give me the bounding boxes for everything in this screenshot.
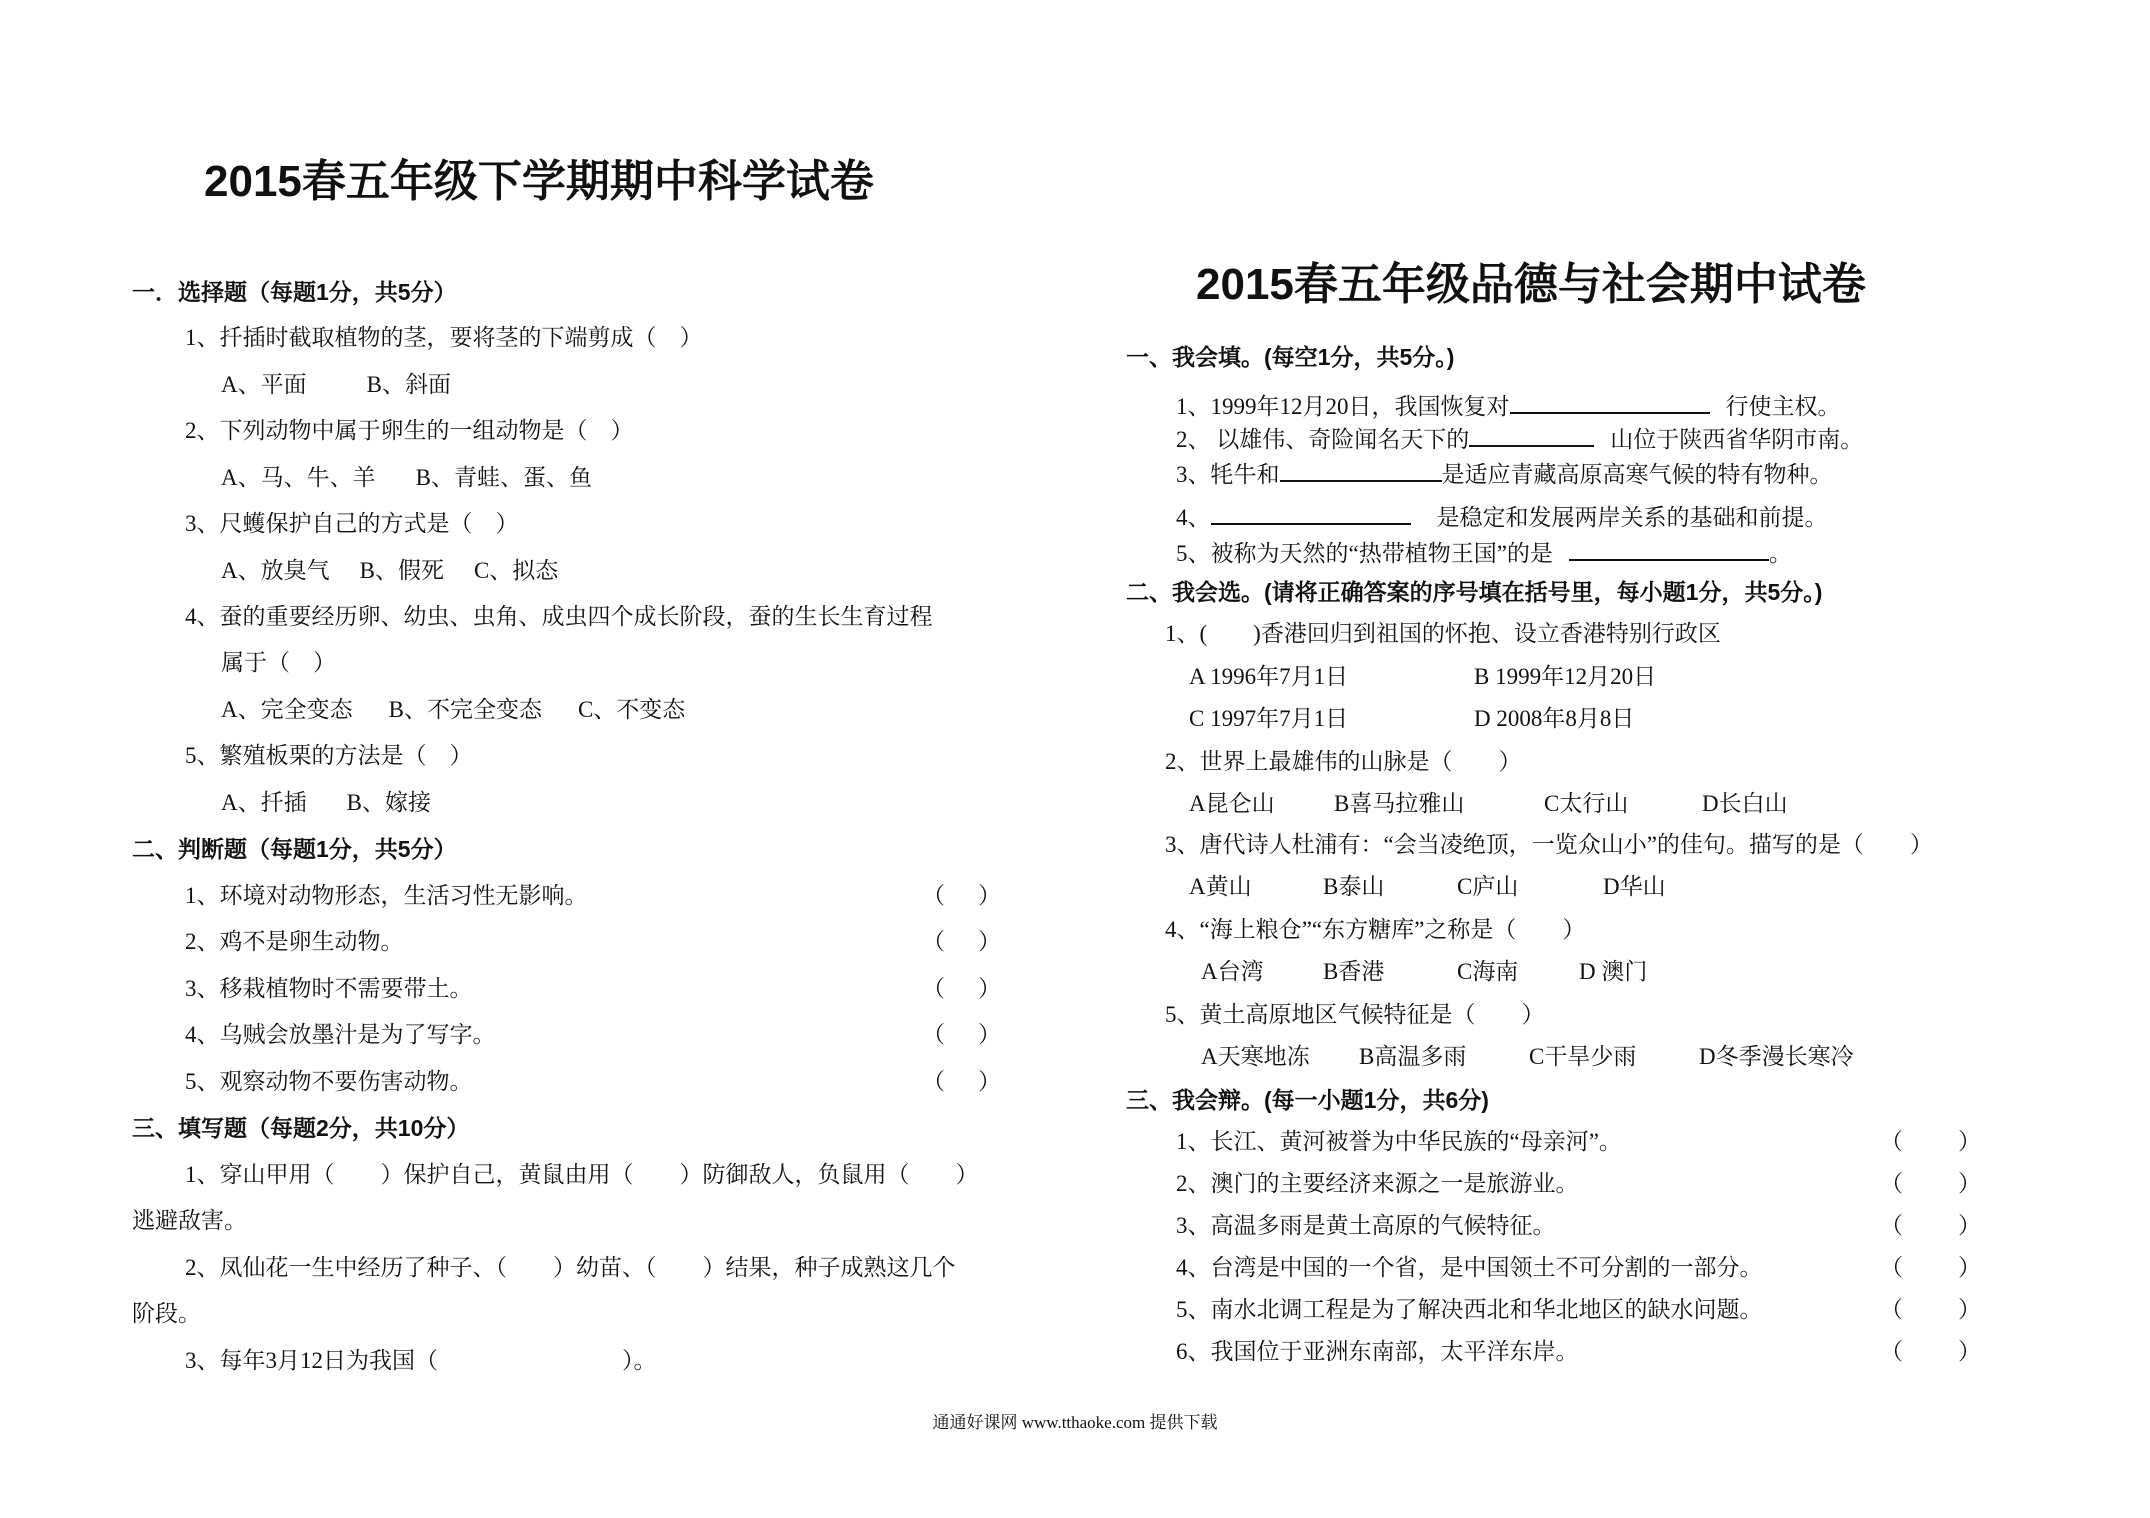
option: D长白山: [1702, 791, 1788, 816]
choice-q2: 2、世界上最雄伟的山脉是（ ）: [1165, 749, 1522, 774]
left-s1-q2: 2、下列动物中属于卵生的一组动物是（ ）: [185, 418, 634, 443]
judgement-item: 1、长江、黄河被誉为中华民族的“母亲河”。: [1176, 1129, 1622, 1154]
judgement-item: 5、南水北调工程是为了解决西北和华北地区的缺水问题。: [1176, 1297, 1763, 1322]
answer-blank[interactable]: [1510, 390, 1710, 414]
judgement-item: 4、台湾是中国的一个省，是中国领土不可分割的一部分。: [1176, 1255, 1763, 1280]
option: C 1997年7月1日: [1189, 706, 1349, 731]
answer-bracket-open: （: [1880, 1213, 1903, 1238]
option: C干旱少雨: [1529, 1044, 1637, 1069]
answer-bracket-close: ）: [1958, 1213, 1981, 1238]
text: 。: [1768, 541, 1792, 566]
judgement-item: 5、观察动物不要伤害动物。: [185, 1069, 473, 1094]
option: A台湾: [1201, 959, 1264, 984]
footer-credit: 通通好课网 www.tthaoke.com 提供下载: [932, 1413, 1218, 1432]
right-section2-heading: 二、我会选。(请将正确答案的序号填在括号里，每小题1分，共5分。): [1126, 579, 1823, 605]
fill-item-1: [1176, 390, 1841, 422]
left-s3-q3: 3、每年3月12日为我国（ ）。: [185, 1348, 657, 1373]
text: 4、: [1176, 505, 1211, 530]
answer-bracket-close: ）: [978, 1069, 1001, 1094]
option: B喜马拉雅山: [1334, 791, 1465, 816]
left-s1-q4-options: [221, 695, 725, 725]
text: 2、 以雄伟、奇险闻名天下的: [1176, 427, 1470, 452]
answer-bracket-open: （: [1880, 1129, 1903, 1154]
answer-bracket-open: （: [922, 1022, 945, 1047]
answer-blank[interactable]: [1211, 501, 1411, 525]
option: D 澳门: [1579, 959, 1648, 984]
option: B高温多雨: [1359, 1044, 1467, 1069]
choice-q1: 1、( )香港回归到祖国的怀抱、设立香港特别行政区: [1165, 621, 1721, 646]
fill-item-3: [1176, 458, 1833, 490]
answer-blank[interactable]: [1280, 458, 1442, 482]
answer-bracket-open: （: [922, 929, 945, 954]
answer-bracket-close: ）: [1958, 1129, 1981, 1154]
text: 1、1999年12月20日，我国恢复对: [1176, 394, 1510, 419]
option: B 1999年12月20日: [1474, 664, 1657, 689]
fill-item-4: [1176, 501, 1828, 533]
answer-blank[interactable]: [1569, 537, 1769, 561]
option: D华山: [1603, 874, 1666, 899]
text: 5、被称为天然的“热带植物王国”的是: [1176, 541, 1553, 566]
answer-bracket-close: ）: [978, 1022, 1001, 1047]
option: A天寒地冻: [1201, 1044, 1310, 1069]
left-s1-q4-cont: 属于（ ）: [221, 650, 336, 675]
judgement-item: 3、高温多雨是黄土高原的气候特征。: [1176, 1213, 1556, 1238]
judgement-item: 3、移栽植物时不需要带土。: [185, 976, 473, 1001]
text: 行使主权。: [1725, 394, 1841, 419]
right-section1-heading: 一、我会填。(每空1分，共5分。): [1126, 344, 1455, 370]
option: B香港: [1323, 959, 1385, 984]
option: A、放臭气: [221, 558, 330, 583]
judgement-item: 2、鸡不是卵生动物。: [185, 929, 404, 954]
left-s3-q2: 2、凤仙花一生中经历了种子、（ ）幼苗、（ ）结果，种子成熟这几个: [185, 1255, 956, 1280]
option: D 2008年8月8日: [1474, 706, 1635, 731]
answer-bracket-open: （: [922, 976, 945, 1001]
option: A黄山: [1189, 874, 1252, 899]
answer-bracket-close: ）: [978, 976, 1001, 1001]
judgement-item: 6、我国位于亚洲东南部，太平洋东岸。: [1176, 1339, 1579, 1364]
choice-q1-options-cd: [1189, 704, 1674, 734]
option: A、平面: [221, 372, 307, 397]
left-s3-q1-cont: 逃避敌害。: [132, 1208, 247, 1233]
left-s1-q3-options: [221, 556, 598, 586]
left-s1-q3: 3、尺蠖保护自己的方式是（ ）: [185, 511, 519, 536]
answer-bracket-close: ）: [1958, 1255, 1981, 1280]
left-s1-q4: 4、蚕的重要经历卵、幼虫、虫角、成虫四个成长阶段，蚕的生长生育过程: [185, 604, 933, 629]
judgement-item: 1、环境对动物形态，生活习性无影响。: [185, 883, 588, 908]
text: 山位于陕西省华阴市南。: [1610, 427, 1864, 452]
answer-bracket-close: ）: [978, 883, 1001, 908]
choice-q4: 4、“海上粮仓”“东方糖库”之称是（ ）: [1165, 917, 1586, 942]
option: B泰山: [1323, 874, 1385, 899]
option: C庐山: [1457, 874, 1519, 899]
option: A昆仑山: [1189, 791, 1275, 816]
judgement-item: 2、澳门的主要经济来源之一是旅游业。: [1176, 1171, 1579, 1196]
answer-bracket-open: （: [1880, 1297, 1903, 1322]
left-s1-q1: 1、扦插时截取植物的茎，要将茎的下端剪成（ ）: [185, 325, 703, 350]
choice-q3: 3、唐代诗人杜浦有：“会当凌绝顶，一览众山小”的佳句。描写的是（ ）: [1165, 832, 1933, 857]
choice-q1-options-ab: [1189, 662, 1696, 692]
option: A、马、牛、羊: [221, 465, 376, 490]
left-s1-q1-options: [221, 370, 491, 400]
left-section3-heading: 三、填写题（每题2分，共10分）: [132, 1115, 470, 1141]
option: B、嫁接: [346, 790, 431, 815]
answer-bracket-open: （: [1880, 1339, 1903, 1364]
left-s1-q2-options: [221, 463, 632, 493]
text: 是稳定和发展两岸关系的基础和前提。: [1436, 505, 1828, 530]
judgement-item: 4、乌贼会放墨汁是为了写字。: [185, 1022, 496, 1047]
left-s1-q5: 5、繁殖板栗的方法是（ ）: [185, 743, 473, 768]
option: D冬季漫长寒冷: [1699, 1044, 1854, 1069]
left-s3-q2-cont: 阶段。: [132, 1301, 201, 1326]
right-section3-heading: 三、我会辩。(每一小题1分，共6分): [1126, 1087, 1489, 1113]
choice-q3-options: [1189, 872, 1706, 902]
text: 是适应青藏高原高寒气候的特有物种。: [1441, 462, 1833, 487]
left-section2-heading: 二、判断题（每题1分，共5分）: [132, 836, 457, 862]
option: C、不变态: [577, 697, 686, 722]
answer-bracket-close: ）: [978, 929, 1001, 954]
left-s3-q1: 1、穿山甲用（ ）保护自己，黄鼠由用（ ）防御敌人，负鼠用（ ）: [185, 1162, 979, 1187]
fill-item-2: [1176, 423, 1863, 455]
choice-q2-options: [1189, 789, 1828, 819]
answer-blank[interactable]: [1469, 423, 1594, 447]
option: B、不完全变态: [388, 697, 542, 722]
option: C太行山: [1544, 791, 1629, 816]
option: A、扦插: [221, 790, 307, 815]
choice-q5-options: [1201, 1042, 1894, 1072]
option: C海南: [1457, 959, 1519, 984]
answer-bracket-open: （: [922, 1069, 945, 1094]
answer-bracket-close: ）: [1958, 1339, 1981, 1364]
left-section1-heading: 一．选择题（每题1分，共5分）: [132, 279, 457, 305]
option: C、拟态: [473, 558, 559, 583]
fill-item-5: [1176, 537, 1792, 569]
left-s1-q5-options: [221, 788, 471, 818]
right-exam-title: 2015春五年级品德与社会期中试卷: [1196, 260, 1866, 309]
answer-bracket-open: （: [1880, 1171, 1903, 1196]
answer-bracket-open: （: [1880, 1255, 1903, 1280]
answer-bracket-close: ）: [1958, 1297, 1981, 1322]
answer-bracket-close: ）: [1958, 1171, 1981, 1196]
option: B、假死: [359, 558, 444, 583]
option: A、完全变态: [221, 697, 353, 722]
choice-q5: 5、黄土高原地区气候特征是（ ）: [1165, 1002, 1545, 1027]
choice-q4-options: [1201, 957, 1687, 987]
left-exam-title: 2015春五年级下学期期中科学试卷: [204, 157, 874, 206]
answer-bracket-open: （: [922, 883, 945, 908]
option: B、青蛙、蛋、鱼: [415, 465, 592, 490]
text: 3、牦牛和: [1176, 462, 1280, 487]
option: A 1996年7月1日: [1189, 664, 1349, 689]
option: B、斜面: [366, 372, 451, 397]
